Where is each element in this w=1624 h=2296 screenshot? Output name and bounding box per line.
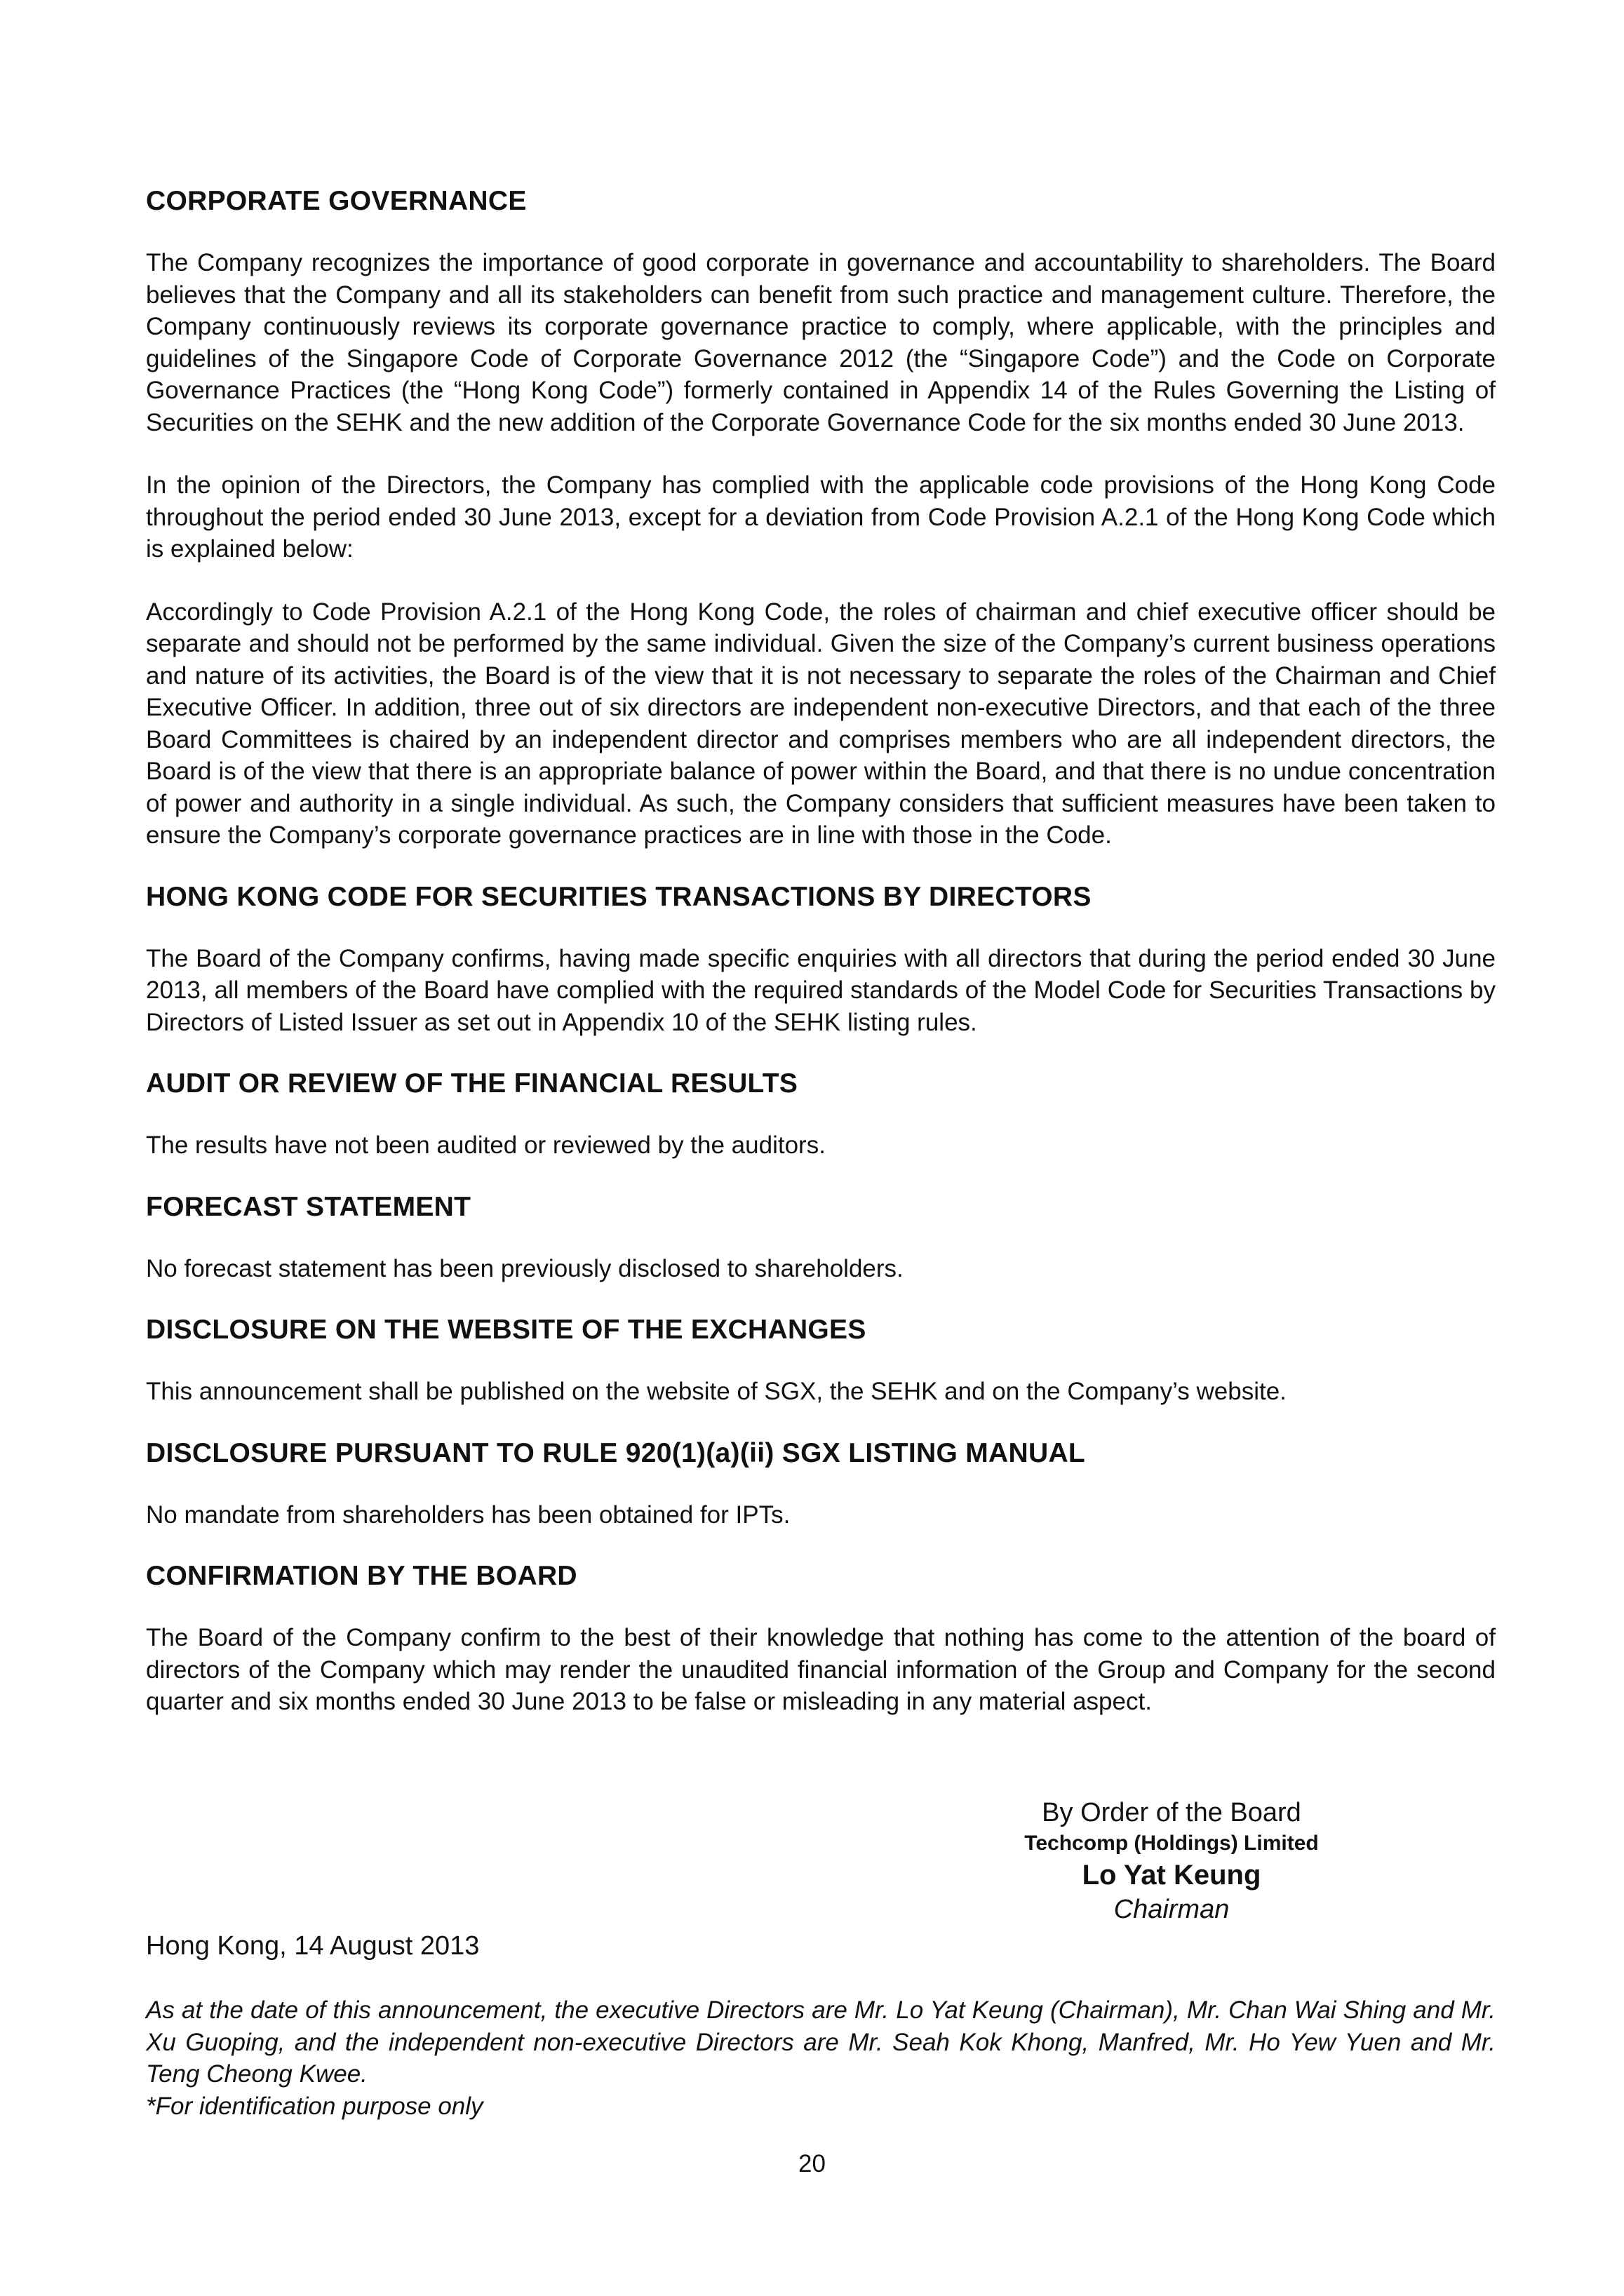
heading-audit-review: AUDIT OR REVIEW OF THE FINANCIAL RESULTS bbox=[146, 1068, 798, 1099]
paragraph-corporate-governance-2: In the opinion of the Directors, the Company has complied with the applicable code provisions of the Hong Kong Code throughout the period ended 30 June 2013, except for a deviation from Code Provision A.2.1 of the Hong Kong Code which is explained below: bbox=[146, 471, 1496, 563]
signature-name: Lo Yat Keung bbox=[1082, 1860, 1261, 1891]
paragraph-board-confirmation: The Board of the Company confirm to the best of their knowledge that nothing has come to the attention of the board of directors of the Company which may render the unaudited financial information of the Group and Company for the second quarter and six months ended 30 June 2013 to be false or misleading in any material aspect. bbox=[146, 1624, 1496, 1715]
heading-forecast-statement: FORECAST STATEMENT bbox=[146, 1191, 471, 1222]
signature-company: Techcomp (Holdings) Limited bbox=[1024, 1832, 1319, 1855]
paragraph-forecast-statement: No forecast statement has been previously disclosed to shareholders. bbox=[146, 1254, 904, 1282]
heading-website-disclosure: DISCLOSURE ON THE WEBSITE OF THE EXCHANGES bbox=[146, 1315, 866, 1345]
directors-footnote: As at the date of this announcement, the executive Directors are Mr. Lo Yat Keung (Chairman), Mr. Chan Wai Shing and Mr. Xu Guoping, and the independent non-executive Directors are Mr. Seah Kok Khong, Manfred, Mr. Ho Yew Yuen and Mr. Teng Cheong Kwee. bbox=[146, 1996, 1496, 2088]
identification-footnote: *For identification purpose only bbox=[146, 2093, 483, 2120]
heading-rule-920-disclosure: DISCLOSURE PURSUANT TO RULE 920(1)(a)(ii) SGX LISTING MANUAL bbox=[146, 1437, 1086, 1468]
paragraph-website-disclosure: This announcement shall be published on the website of SGX, the SEHK and on the Company’s website. bbox=[146, 1378, 1287, 1405]
paragraph-audit-review: The results have not been audited or reviewed by the auditors. bbox=[146, 1132, 826, 1159]
paragraph-rule-920-disclosure: No mandate from shareholders has been obtained for IPTs. bbox=[146, 1501, 791, 1529]
paragraph-securities-transactions: The Board of the Company confirms, having made specific enquiries with all directors that during the period ended 30 June 2013, all members of the Board have complied with the required standards of the Model Code for Securities Transactions by Directors of Listed Issuer as set out in Appendix 10 of the SEHK listing rules. bbox=[146, 944, 1496, 1036]
signature-by-order: By Order of the Board bbox=[1042, 1798, 1301, 1827]
signature-title: Chairman bbox=[1113, 1895, 1230, 1924]
paragraph-corporate-governance-3: Accordingly to Code Provision A.2.1 of the Hong Kong Code, the roles of chairman and chief executive officer should be separate and should not be performed by the same individual. Given the size of the Company’s current business operations and nature of its activities, the Board is of the view that it is not necessary to separate the roles of the Chairman and Chief Executive Officer. In addition, three out of six directors are independent non-executive Directors, and that each of the three Board Committees is chaired by an independent director and comprises members who are all independent directors, the Board is of the view that there is an appropriate balance of power within the Board, and that there is no undue concentration of power and authority in a single individual. As such, the Company considers that sufficient measures have been taken to ensure the Company’s corporate governance practices are in line with those in the Code. bbox=[146, 598, 1496, 849]
heading-board-confirmation: CONFIRMATION BY THE BOARD bbox=[146, 1561, 577, 1591]
signature-block bbox=[975, 1796, 1368, 1926]
paragraph-corporate-governance-1: The Company recognizes the importance of good corporate in governance and accountability to shareholders. The Board believes that the Company and all its stakeholders can benefit from such practice and management culture. Therefore, the Company continuously reviews its corporate governance practice to comply, where applicable, with the principles and guidelines of the Singapore Code of Corporate Governance 2012 (the “Singapore Code”) and the Code on Corporate Governance Practices (the “Hong Kong Code”) formerly contained in Appendix 14 of the Rules Governing the Listing of Securities on the SEHK and the new addition of the Corporate Governance Code for the six months ended 30 June 2013. bbox=[146, 249, 1496, 436]
heading-corporate-governance: CORPORATE GOVERNANCE bbox=[146, 186, 527, 216]
place-date: Hong Kong, 14 August 2013 bbox=[146, 1931, 480, 1961]
page-number: 20 bbox=[798, 2150, 826, 2177]
document-body bbox=[146, 184, 1496, 1718]
heading-securities-transactions: HONG KONG CODE FOR SECURITIES TRANSACTIONS BY DIRECTORS bbox=[146, 881, 1092, 912]
